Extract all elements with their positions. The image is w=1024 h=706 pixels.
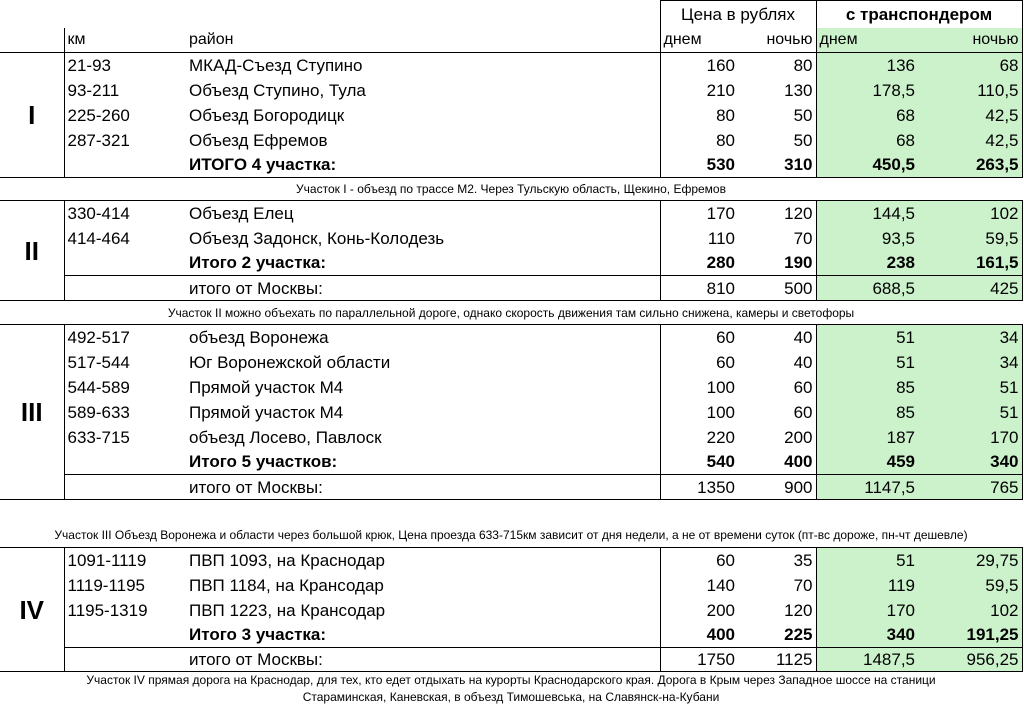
header-blank	[186, 1, 660, 28]
section-note: Участок III Объезд Воронежа и области через большой крюк, Цена проезда 633-715км зависит от дня недели, а не от времени суток (пт-вс дороже, пн-чт дешевле)	[0, 500, 1022, 548]
night-price: 40	[738, 350, 816, 375]
day-price: 100	[706, 377, 735, 397]
section-note: Стараминская, Каневская, в объезд Тимошевська, на Славянск-на-Кубани	[302, 690, 720, 704]
header-km: км	[64, 28, 186, 53]
cumulative-night: 900	[738, 475, 816, 500]
night-price: 130	[738, 78, 816, 103]
district-cell: Прямой участок М4	[186, 375, 660, 400]
day-price: 60	[716, 327, 735, 347]
transponder-night-price: 170	[918, 425, 1022, 450]
total-transponder-night: 340	[918, 450, 1022, 475]
transponder-day-price: 178,5	[816, 78, 918, 103]
cumulative-label: итого от Москвы:	[186, 475, 660, 500]
night-price: 200	[738, 425, 816, 450]
header-blank	[0, 28, 64, 53]
district-cell: Объезд Ефремов	[186, 128, 660, 153]
km-cell: 287-321	[67, 130, 130, 150]
cumulative-transponder-day: 688,5	[816, 276, 918, 301]
km-cell: 1195-1319	[67, 600, 148, 620]
cumulative-night: 1125	[738, 648, 816, 672]
transponder-day-price: 68	[816, 103, 918, 128]
district-cell: МКАД-Съезд Ступино	[186, 53, 660, 78]
cumulative-transponder-night: 956,25	[918, 648, 1022, 672]
km-cell-empty	[64, 251, 186, 276]
night-price: 40	[738, 325, 816, 350]
section-note: Участок II можно объехать по параллельной дороге, однако скорость движения там сильно снижена, камеры и светофоры	[0, 301, 1022, 325]
km-cell: 589-633	[67, 402, 130, 422]
total-day: 540	[660, 450, 738, 475]
transponder-night-price: 51	[918, 400, 1022, 425]
total-transponder-night: 161,5	[918, 251, 1022, 276]
total-transponder-night: 191,25	[918, 623, 1022, 648]
transponder-day-price: 85	[816, 400, 918, 425]
day-price: 80	[716, 105, 735, 125]
transponder-night-price: 102	[918, 598, 1022, 623]
day-price: 160	[706, 55, 735, 75]
district-cell: объезд Лосево, Павлоск	[186, 425, 660, 450]
district-cell: ПВП 1223, на Крансодар	[186, 598, 660, 623]
cumulative-transponder-day: 1147,5	[816, 475, 918, 500]
transponder-night-price: 59,5	[918, 573, 1022, 598]
section-numeral: IV	[0, 548, 64, 672]
header-transponder-night: ночью	[918, 28, 1022, 53]
night-price: 120	[738, 201, 816, 226]
district-cell: ПВП 1093, на Краснодар	[186, 548, 660, 573]
total-night: 190	[738, 251, 816, 276]
transponder-day-price: 144,5	[816, 201, 918, 226]
night-price: 70	[738, 573, 816, 598]
total-transponder-day: 450,5	[816, 153, 918, 178]
total-label: Итого 3 участка:	[186, 623, 660, 648]
district-cell: Объезд Задонск, Конь-Колодезь	[186, 226, 660, 251]
cumulative-day: 1750	[660, 648, 738, 672]
night-price: 50	[738, 103, 816, 128]
district-cell: Прямой участок М4	[186, 400, 660, 425]
district-cell: Объезд Богородицк	[186, 103, 660, 128]
transponder-day-price: 51	[816, 350, 918, 375]
transponder-night-price: 51	[918, 375, 1022, 400]
transponder-night-price: 110,5	[918, 78, 1022, 103]
transponder-night-price: 68	[918, 53, 1022, 78]
km-cell: 21-93	[67, 55, 111, 75]
transponder-night-price: 42,5	[918, 103, 1022, 128]
transponder-day-price: 68	[816, 128, 918, 153]
transponder-night-price: 29,75	[918, 548, 1022, 573]
day-price: 60	[716, 352, 735, 372]
km-cell-empty	[64, 648, 186, 672]
total-night: 225	[738, 623, 816, 648]
total-day: 400	[660, 623, 738, 648]
transponder-day-price: 187	[816, 425, 918, 450]
km-cell: 414-464	[67, 228, 130, 248]
total-transponder-day: 459	[816, 450, 918, 475]
km-cell: 93-211	[67, 80, 120, 100]
day-price: 110	[707, 228, 735, 248]
district-cell: Объезд Елец	[186, 201, 660, 226]
transponder-day-price: 136	[816, 53, 918, 78]
km-cell: 517-544	[67, 352, 130, 372]
km-cell-empty	[64, 623, 186, 648]
total-night: 400	[738, 450, 816, 475]
km-cell-empty	[64, 276, 186, 301]
header-blank	[0, 1, 64, 28]
km-cell: 1119-1195	[67, 575, 146, 595]
day-price: 140	[706, 575, 735, 595]
km-cell: 330-414	[67, 203, 130, 223]
cumulative-day: 810	[660, 276, 738, 301]
transponder-night-price: 102	[918, 201, 1022, 226]
header-price-rub: Цена в рублях	[660, 1, 816, 28]
km-cell: 633-715	[67, 427, 130, 447]
day-price: 80	[716, 130, 735, 150]
transponder-day-price: 51	[816, 325, 918, 350]
night-price: 70	[738, 226, 816, 251]
total-label: Итого 2 участка:	[186, 251, 660, 276]
cumulative-night: 500	[738, 276, 816, 301]
total-day: 530	[660, 153, 738, 178]
night-price: 120	[738, 598, 816, 623]
cumulative-transponder-night: 425	[918, 276, 1022, 301]
header-with-transponder: с транспондером	[816, 1, 1022, 28]
section-numeral: II	[0, 201, 64, 301]
day-price: 210	[706, 80, 735, 100]
transponder-day-price: 93,5	[816, 226, 918, 251]
header-blank	[64, 1, 186, 28]
total-night: 310	[738, 153, 816, 178]
transponder-day-price: 119	[816, 573, 918, 598]
cumulative-label: итого от Москвы:	[186, 276, 660, 301]
cumulative-day: 1350	[660, 475, 738, 500]
km-cell: 492-517	[67, 327, 130, 347]
transponder-day-price: 170	[816, 598, 918, 623]
day-price: 200	[706, 600, 735, 620]
km-cell: 1091-1119	[67, 550, 147, 570]
total-transponder-day: 238	[816, 251, 918, 276]
transponder-night-price: 34	[918, 350, 1022, 375]
header-day: днем	[660, 28, 738, 53]
cumulative-transponder-day: 1487,5	[816, 648, 918, 672]
night-price: 60	[738, 400, 816, 425]
km-cell-empty	[64, 450, 186, 475]
total-label: ИТОГО 4 участка:	[186, 153, 660, 178]
km-cell: 544-589	[67, 377, 130, 397]
transponder-day-price: 51	[816, 548, 918, 573]
km-cell: 225-260	[67, 105, 130, 125]
header-transponder-day: днем	[816, 28, 918, 53]
night-price: 80	[738, 53, 816, 78]
transponder-day-price: 85	[816, 375, 918, 400]
night-price: 35	[738, 548, 816, 573]
day-price: 60	[716, 550, 735, 570]
section-note: Участок IV прямая дорога на Краснодар, для тех, кто едет отдыхать на курорты Краснодарского края. Дорога в Крым через Западное шоссе на станици	[86, 673, 936, 688]
transponder-night-price: 42,5	[918, 128, 1022, 153]
transponder-night-price: 59,5	[918, 226, 1022, 251]
total-day: 280	[660, 251, 738, 276]
section-numeral: III	[0, 325, 64, 500]
night-price: 50	[738, 128, 816, 153]
section-note: Участок I - объезд по трассе М2. Через Тульскую область, Щекино, Ефремов	[0, 178, 1022, 201]
transponder-night-price: 34	[918, 325, 1022, 350]
cumulative-transponder-night: 765	[918, 475, 1022, 500]
total-transponder-night: 263,5	[918, 153, 1022, 178]
district-cell: ПВП 1184, на Крансодар	[186, 573, 660, 598]
day-price: 220	[706, 427, 735, 447]
header-district: район	[186, 28, 660, 53]
day-price: 170	[706, 203, 735, 223]
cumulative-label: итого от Москвы:	[186, 648, 660, 672]
km-cell-empty	[64, 475, 186, 500]
km-cell-empty	[64, 153, 186, 178]
day-price: 100	[706, 402, 735, 422]
night-price: 60	[738, 375, 816, 400]
district-cell: Объезд Ступино, Тула	[186, 78, 660, 103]
section-numeral: I	[0, 53, 64, 178]
total-transponder-day: 340	[816, 623, 918, 648]
total-label: Итого 5 участков:	[186, 450, 660, 475]
header-night: ночью	[738, 28, 816, 53]
district-cell: объезд Воронежа	[186, 325, 660, 350]
district-cell: Юг Воронежской области	[186, 350, 660, 375]
